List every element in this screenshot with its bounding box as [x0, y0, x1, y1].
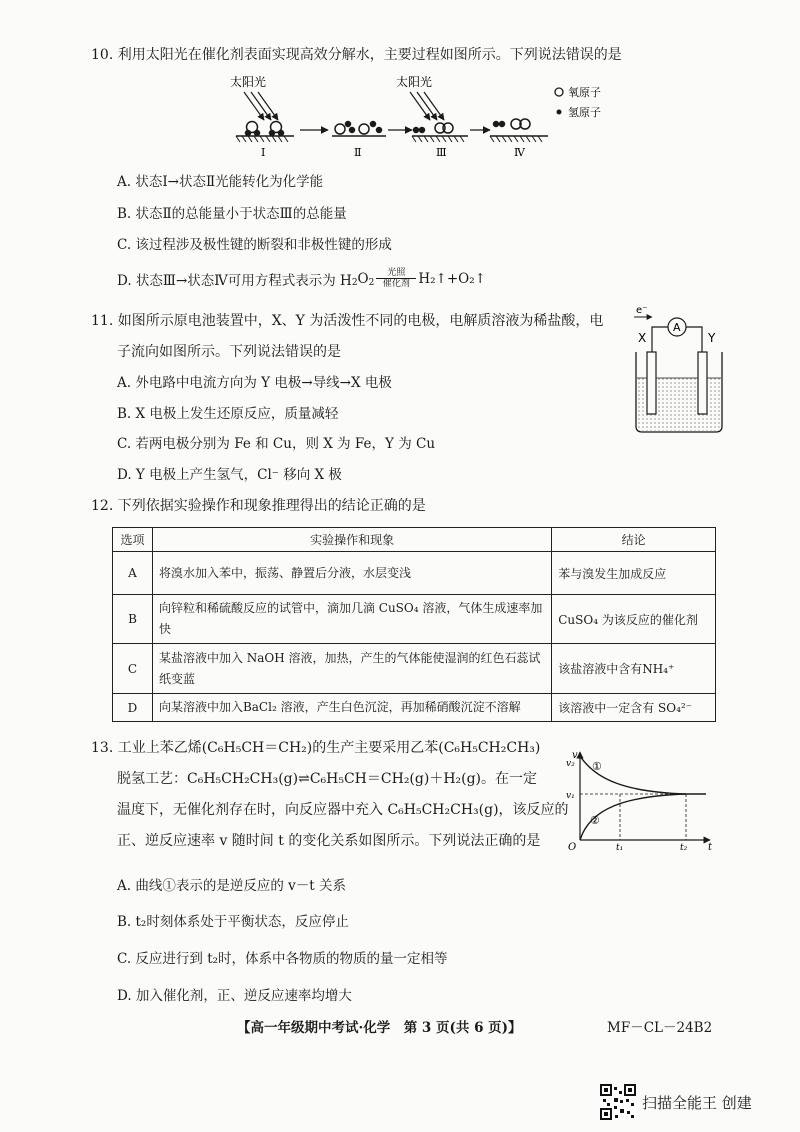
q10-option-a: A. 状态Ⅰ→状态Ⅱ光能转化为化学能: [117, 174, 324, 190]
water-molecules-1: [246, 122, 284, 136]
x-tick-t2: t₂: [680, 843, 688, 853]
x-tick-t1: t₁: [616, 843, 624, 853]
qr-code-icon: [600, 1084, 636, 1120]
cond-bottom: 催化剂: [382, 279, 410, 289]
q10-diagram: [228, 72, 648, 160]
table-row: [113, 644, 716, 694]
table-row: [113, 694, 716, 722]
stage-label-4: Ⅳ: [514, 146, 525, 159]
stage-label-2: Ⅱ: [354, 146, 362, 159]
row-operation: 向锌粒和稀硫酸反应的试管中，滴加几滴 CuSO₄ 溶液，气体生成速率加快: [152, 595, 551, 644]
q10-option-b: B. 状态Ⅱ的总能量小于状态Ⅲ的总能量: [117, 206, 347, 222]
sunlight-label-1: 太阳光: [230, 75, 267, 89]
stage-label-1: Ⅰ: [261, 146, 266, 159]
electron-label: e⁻: [636, 305, 648, 316]
curve1-label: ①: [592, 760, 602, 773]
row-option: C: [113, 644, 153, 694]
q11-stem-line2: 子流向如图所示。下列说法错误的是: [117, 344, 341, 360]
q11-stem-line1: 11. 如图所示原电池装置中，X、Y 为活泼性不同的电极，电解质溶液为稀盐酸，电: [91, 313, 604, 329]
wire-right: [686, 327, 702, 352]
q11-option-c: C. 若两电极分别为 Fe 和 Cu，则 X 为 Fe，Y 为 Cu: [117, 436, 436, 452]
q13-option-d: D. 加入催化剂，正、逆反应速率均增大: [117, 988, 352, 1004]
catalyst-surface-3: [412, 136, 468, 142]
subscript-2b: 2: [368, 277, 375, 288]
wire-left: [652, 327, 668, 352]
q10-option-d: [117, 268, 486, 289]
q13-stem-line3: 温度下，无催化剂存在时，向反应器中充入 C₆H₅CH₂CH₃(g)，该反应的: [117, 802, 569, 818]
q13-stem-line2: 脱氢工艺：C₆H₅CH₂CH₃(g)⇌C₆H₅CH＝CH₂(g)＋H₂(g)。在一定: [117, 771, 538, 787]
atoms-stage-2: [335, 122, 382, 135]
reaction-condition: [376, 268, 416, 289]
y-tick-v2: v₂: [566, 759, 575, 769]
q10-option-d-prefix: D. 状态Ⅲ→状态Ⅳ可用方程式表示为 H: [117, 272, 352, 289]
row-conclusion: 苯与溴发生加成反应: [552, 552, 716, 595]
x-axis-label: t: [708, 842, 713, 853]
q13-stem-line1: 13. 工业上苯乙烯(C₆H₅CH＝CH₂)的生产主要采用乙苯(C₆H₅CH₂CH₃): [91, 740, 541, 756]
legend-oxygen: 氧原子: [568, 86, 601, 99]
q10-option-d-suffix: H₂↑+O₂↑: [418, 270, 486, 287]
q13-stem-line4: 正、逆反应速率 v 随时间 t 的变化关系如图所示。下列说法正确的是: [117, 833, 541, 849]
q12-stem: 12. 下列依据实验操作和现象推理得出的结论正确的是: [91, 498, 426, 514]
row-operation: 向某溶液中加入BaCl₂ 溶液，产生白色沉淀，再加稀硝酸沉淀不溶解: [152, 694, 551, 722]
row-operation: 某盐溶液中加入 NaOH 溶液，加热，产生的气体能使湿润的红色石蕊试纸变蓝: [152, 644, 551, 694]
q12-table: [112, 527, 716, 722]
watermark-text: 扫描全能王 创建: [642, 1093, 752, 1112]
table-header-row: [113, 528, 716, 552]
electrode-x-label: X: [638, 331, 647, 345]
table-row: [113, 595, 716, 644]
ammeter-label: A: [673, 321, 681, 334]
y-axis-label: v: [572, 750, 578, 761]
rate-time-graph: [566, 748, 716, 854]
q10-stem: 10. 利用太阳光在催化剂表面实现高效分解水，主要过程如图所示。下列说法错误的是: [91, 47, 622, 63]
electrode-x: [647, 352, 656, 414]
y-tick-v1: v₁: [566, 791, 575, 801]
row-conclusion: 该盐溶液中含有NH₄⁺: [552, 644, 716, 694]
header-operation: 实验操作和现象: [152, 528, 551, 552]
table-row: [113, 552, 716, 595]
galvanic-cell-diagram: [630, 302, 730, 434]
row-option: B: [113, 595, 153, 644]
sunlight-rays-icon-2: [410, 92, 444, 120]
origin-label: O: [568, 842, 577, 853]
q11-option-a: A. 外电路中电流方向为 Y 电极→导线→X 电极: [117, 375, 392, 391]
scanner-watermark: [600, 1084, 752, 1120]
q13-option-c: C. 反应进行到 t₂时，体系中各物质的物质的量一定相等: [117, 951, 448, 967]
row-operation: 将溴水加入苯中，振荡、静置后分液，水层变浅: [152, 552, 551, 595]
cond-top: 光照: [387, 268, 406, 278]
q11-option-d: D. Y 电极上产生氢气，Cl⁻ 移向 X 极: [117, 467, 342, 483]
sunlight-label-2: 太阳光: [396, 75, 433, 89]
curve2-label: ②: [590, 814, 600, 827]
electrode-y: [698, 352, 707, 414]
row-conclusion: 该溶液中一定含有 SO₄²⁻: [552, 694, 716, 722]
q13-option-a: A. 曲线①表示的是逆反应的 v－t 关系: [117, 878, 346, 894]
atoms-stage-3: [414, 123, 454, 133]
header-conclusion: 结论: [552, 528, 716, 552]
row-option: D: [113, 694, 153, 722]
page-footer: 【高一年级期中考试·化学 第 3 页(共 6 页)】: [237, 1020, 522, 1036]
q13-option-b: B. t₂时刻体系处于平衡状态，反应停止: [117, 914, 349, 930]
q10-option-c: C. 该过程涉及极性键的断裂和非极性键的形成: [117, 237, 392, 253]
electrode-y-label: Y: [708, 331, 716, 345]
subscript-2: 2: [351, 277, 358, 288]
header-option: 选项: [113, 528, 153, 552]
row-conclusion: CuSO₄ 为该反应的催化剂: [552, 595, 716, 644]
atoms-stage-4: [494, 119, 531, 129]
stage-label-3: Ⅲ: [436, 146, 447, 159]
oxygen-legend-icon: [555, 88, 563, 96]
hydrogen-legend-icon: [557, 110, 562, 115]
o-letter: O: [357, 270, 369, 287]
paper-code: MF－CL－24B2: [607, 1020, 713, 1036]
catalyst-surface-4: [490, 136, 548, 142]
row-option: A: [113, 552, 153, 595]
catalyst-surface-1: [236, 136, 294, 142]
sunlight-rays-icon: [244, 92, 278, 120]
q11-option-b: B. X 电极上发生还原反应，质量减轻: [117, 406, 339, 422]
legend-hydrogen: 氢原子: [568, 106, 601, 119]
